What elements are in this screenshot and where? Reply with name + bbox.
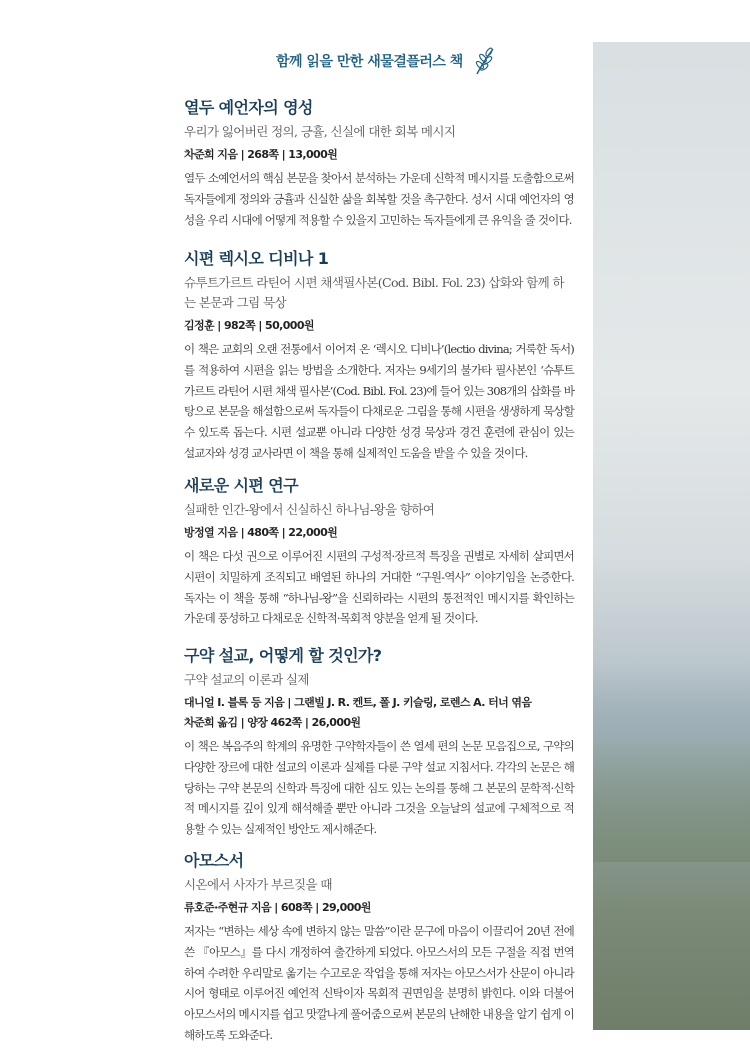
- book-title: 시편 렉시오 디비나 1: [184, 249, 329, 268]
- book-description: 이 책은 교회의 오랜 전통에서 이어져 온 ‘렉시오 디비나’(lectio divina; 거룩한 독서)를 적용하여 시편을 읽는 방법을 소개한다. 저자는 9세기의 불가타 필사본인 ‘슈투트가르트 라틴어 시편 채색 필사본’(Cod. Bibl. Fol. 23)에 들어 있는 308개의 삽화를 바탕으로 본문을 해설함으로써 독자들이 다채로운 그림을 통해 시편을 생생하게 묵상할 수 있도록 돕는다. 시편 설교뿐 아니라 다양한 성경 묵상과 경건 훈련에 관심이 있는 설교자와 성경 교사라면 이 책을 통해 실제적인 도움을 받을 수 있을 것이다.: [184, 342, 574, 460]
- olive-branch-icon: [471, 46, 497, 76]
- book-meta: 류호준·주현규 지음 | 608쪽 | 29,000원: [184, 901, 371, 914]
- book-entry: [184, 95, 574, 230]
- grass-slope: [593, 742, 750, 862]
- book-title: 구약 설교, 어떻게 할 것인가?: [184, 646, 382, 665]
- book-meta: 차준희 옮김 | 양장 462쪽 | 26,000원: [184, 716, 361, 729]
- mountain-ridge: [593, 662, 750, 742]
- book-entry: [184, 473, 574, 629]
- side-landscape-photo: [593, 42, 750, 1030]
- book-meta: 차준희 지음 | 268쪽 | 13,000원: [184, 148, 338, 161]
- book-description: 이 책은 복음주의 학계의 유명한 구약학자들이 쓴 열세 편의 논문 모음집으로, 구약의 다양한 장르에 대한 설교의 이론과 실제를 다룬 구약 설교 지침서다. 각각의 논문은 해당하는 구약 본문의 신학과 특징에 대한 심도 있는 논의를 통해 그 본문의 문학적·신학적 메시지를 깊이 있게 해석해줄 뿐만 아니라 그것을 오늘날의 설교에 구체적으로 적용할 수 있는 실제적인 방안도 제시해준다.: [184, 739, 574, 837]
- section-header: [276, 44, 497, 78]
- book-entry: [184, 643, 574, 840]
- book-title: 새로운 시편 연구: [184, 476, 298, 495]
- book-subtitle: 구약 설교의 이론과 실제: [184, 672, 309, 687]
- book-title: 아모스서: [184, 851, 244, 870]
- book-subtitle: 슈투트가르트 라틴어 시편 채색필사본(Cod. Bibl. Fol. 23) 삽화와 함께 하는 본문과 그림 묵상: [184, 275, 564, 310]
- book-description: 열두 소예언서의 핵심 본문을 찾아서 분석하는 가운데 신학적 메시지를 도출함으로써 독자들에게 정의와 긍휼과 신실한 삶을 회복할 것을 촉구한다. 성서 시대 예언자의 영성을 우리 시대에 어떻게 적용할 수 있을지 고민하는 독자들에게 큰 유익을 줄 것이다.: [184, 171, 574, 227]
- book-title: 열두 예언자의 영성: [184, 98, 313, 117]
- book-meta: 방정열 지음 | 480쪽 | 22,000원: [184, 526, 338, 539]
- book-meta: 대니얼 I. 블록 등 지음 | 그랜빌 J. R. 켄트, 폴 J. 키슬링, 로렌스 A. 터너 엮음: [184, 696, 532, 709]
- book-description: 저자는 “변하는 세상 속에 변하지 않는 말씀”이란 문구에 마음이 이끌리어 20년 전에 쓴 『아모스』를 다시 개정하여 출간하게 되었다. 아모스서의 모든 구절을 직접 번역하여 수려한 우리말로 옮기는 수고로운 작업을 통해 저자는 아모스서가 산문이 아니라 시어 형태로 이루어진 예언적 신탁이자 목회적 권면임을 분명히 밝힌다. 이와 더불어 아모스서의 메시지를 쉽고 맛깔나게 풀어줌으로써 본문의 난해한 내용을 알기 쉽게 이해하도록 도와준다.: [184, 924, 574, 1042]
- book-entry: [184, 246, 574, 464]
- book-subtitle: 우리가 잃어버린 정의, 긍휼, 신실에 대한 회복 메시지: [184, 124, 456, 139]
- section-title: 함께 읽을 만한 새물결플러스 책: [276, 54, 463, 70]
- book-subtitle: 실패한 인간-왕에서 신실하신 하나님-왕을 향하여: [184, 502, 435, 517]
- book-subtitle: 시온에서 사자가 부르짖을 때: [184, 877, 332, 892]
- book-entry: [184, 848, 574, 1046]
- book-description: 이 책은 다섯 권으로 이루어진 시편의 구성적·장르적 특징을 권별로 자세히 살피면서 시편이 치밀하게 조직되고 배열된 하나의 거대한 “구원-역사” 이야기임을 논증한다. 독자는 이 책을 통해 “하나님-왕”을 신뢰하라는 시편의 통전적인 메시지를 확인하는 가운데 풍성하고 다채로운 신학적·목회적 양분을 얻게 될 것이다.: [184, 549, 574, 626]
- book-meta: 김정훈 | 982쪽 | 50,000원: [184, 319, 314, 332]
